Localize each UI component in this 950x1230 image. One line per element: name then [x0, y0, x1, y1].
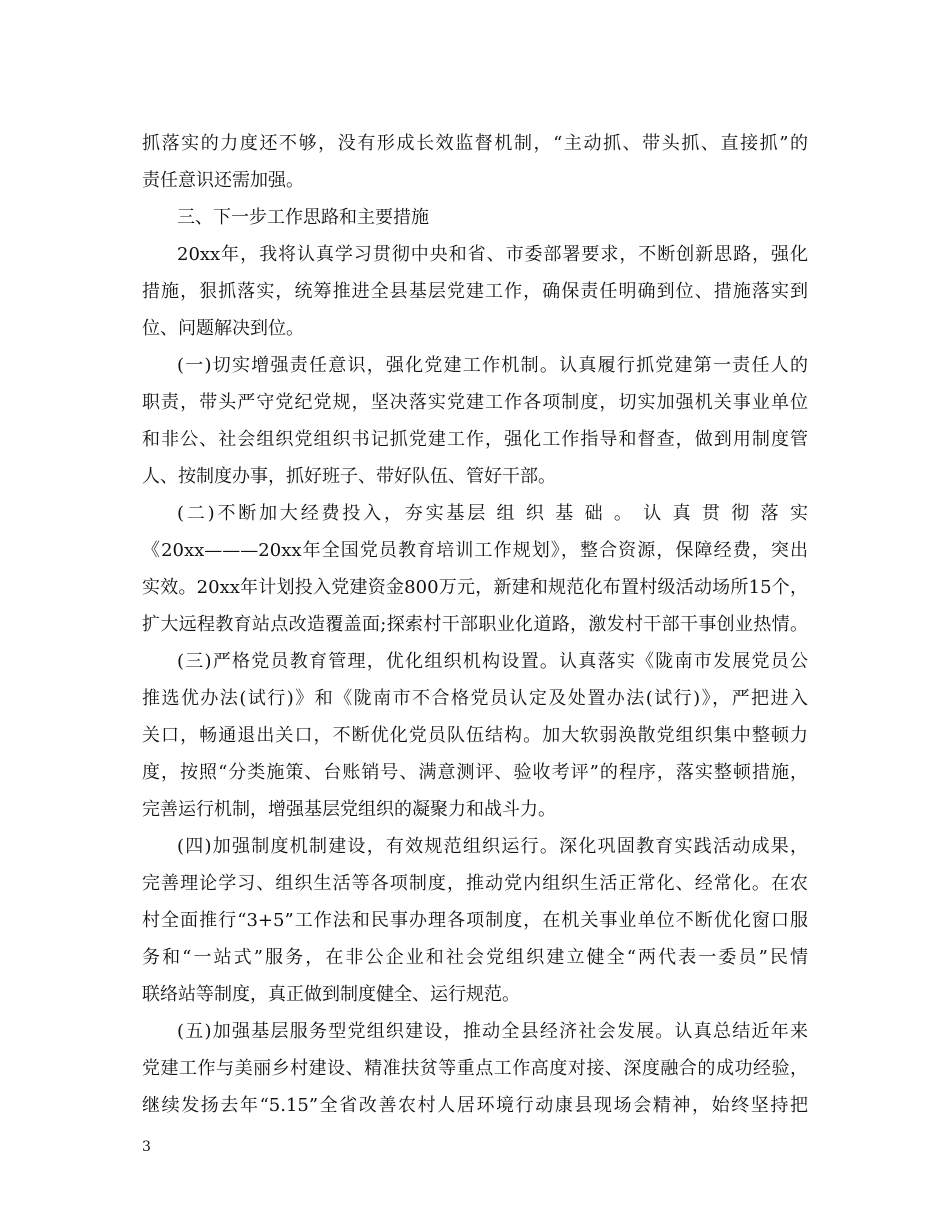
body-text-line: 责任意识还需加强。	[142, 170, 304, 191]
section-heading: 三、下一步工作思路和主要措施	[177, 207, 429, 228]
body-text-line: 联络站等制度，真正做到制度健全、运行规范。	[142, 984, 520, 1005]
body-text-line: 完善理论学习、组织生活等各项制度，推动党内组织生活正常化、经常化。在农	[142, 873, 808, 894]
body-text-line: 人、按制度办事，抓好班子、带好队伍、管好干部。	[142, 466, 556, 487]
paragraph-first-line: 20xx年，我将认真学习贯彻中央和省、市委部署要求，不断创新思路，强化	[177, 244, 808, 265]
body-text-line: 度，按照“分类施策、台账销号、满意测评、验收考评”的程序，落实整顿措施，	[142, 762, 808, 783]
body-text-line: 党建工作与美丽乡村建设、精准扶贫等重点工作高度对接、深度融合的成功经验，	[142, 1058, 808, 1079]
body-text-line: 实效。20xx年计划投入党建资金800万元，新建和规范化布置村级活动场所15个，	[142, 577, 808, 598]
body-text-line: 职责，带头严守党纪党规，坚决落实党建工作各项制度，切实加强机关事业单位	[142, 392, 808, 413]
body-text-line: 完善运行机制，增强基层党组织的凝聚力和战斗力。	[142, 799, 556, 820]
paragraph-first-line: (一)切实增强责任意识，强化党建工作机制。认真履行抓党建第一责任人的	[177, 355, 808, 376]
body-text-line: 和非公、社会组织党组织书记抓党建工作，强化工作指导和督查，做到用制度管	[142, 429, 808, 450]
body-text-line: 村全面推行“3+5”工作法和民事办理各项制度，在机关事业单位不断优化窗口服	[142, 910, 808, 931]
body-text-line: 措施，狠抓落实，统筹推进全县基层党建工作，确保责任明确到位、措施落实到	[142, 281, 808, 302]
paragraph-first-line: (二)不断加大经费投入，夯实基层 组 织 基 础 。 认 真 贯 彻 落 实	[177, 503, 808, 524]
body-text-line: 《20xx———20xx年全国党员教育培训工作规划》，整合资源，保障经费，突出	[142, 540, 808, 561]
body-text-line: 推选优办法(试行)》和《陇南市不合格党员认定及处置办法(试行)》，严把进入	[142, 688, 808, 709]
body-text-line: 务和“一站式”服务，在非公企业和社会党组织建立健全“两代表一委员”民情	[142, 947, 808, 968]
page-number: 3	[142, 1139, 151, 1155]
paragraph-first-line: (三)严格党员教育管理，优化组织机构设置。认真落实《陇南市发展党员公	[177, 651, 808, 672]
paragraph-first-line: (五)加强基层服务型党组织建设，推动全县经济社会发展。认真总结近年来	[177, 1021, 808, 1042]
body-text-line: 关口，畅通退出关口，不断优化党员队伍结构。加大软弱涣散党组织集中整顿力	[142, 725, 808, 746]
body-text-line: 继续发扬去年“5.15”全省改善农村人居环境行动康县现场会精神，始终坚持把	[142, 1095, 808, 1116]
body-text-line: 抓落实的力度还不够，没有形成长效监督机制，“主动抓、带头抓、直接抓”的	[142, 133, 808, 154]
paragraph-first-line: (四)加强制度机制建设，有效规范组织运行。深化巩固教育实践活动成果，	[177, 836, 808, 857]
body-text-line: 扩大远程教育站点改造覆盖面;探索村干部职业化道路，激发村干部干事创业热情。	[142, 614, 808, 635]
body-text-line: 位、问题解决到位。	[142, 318, 304, 339]
